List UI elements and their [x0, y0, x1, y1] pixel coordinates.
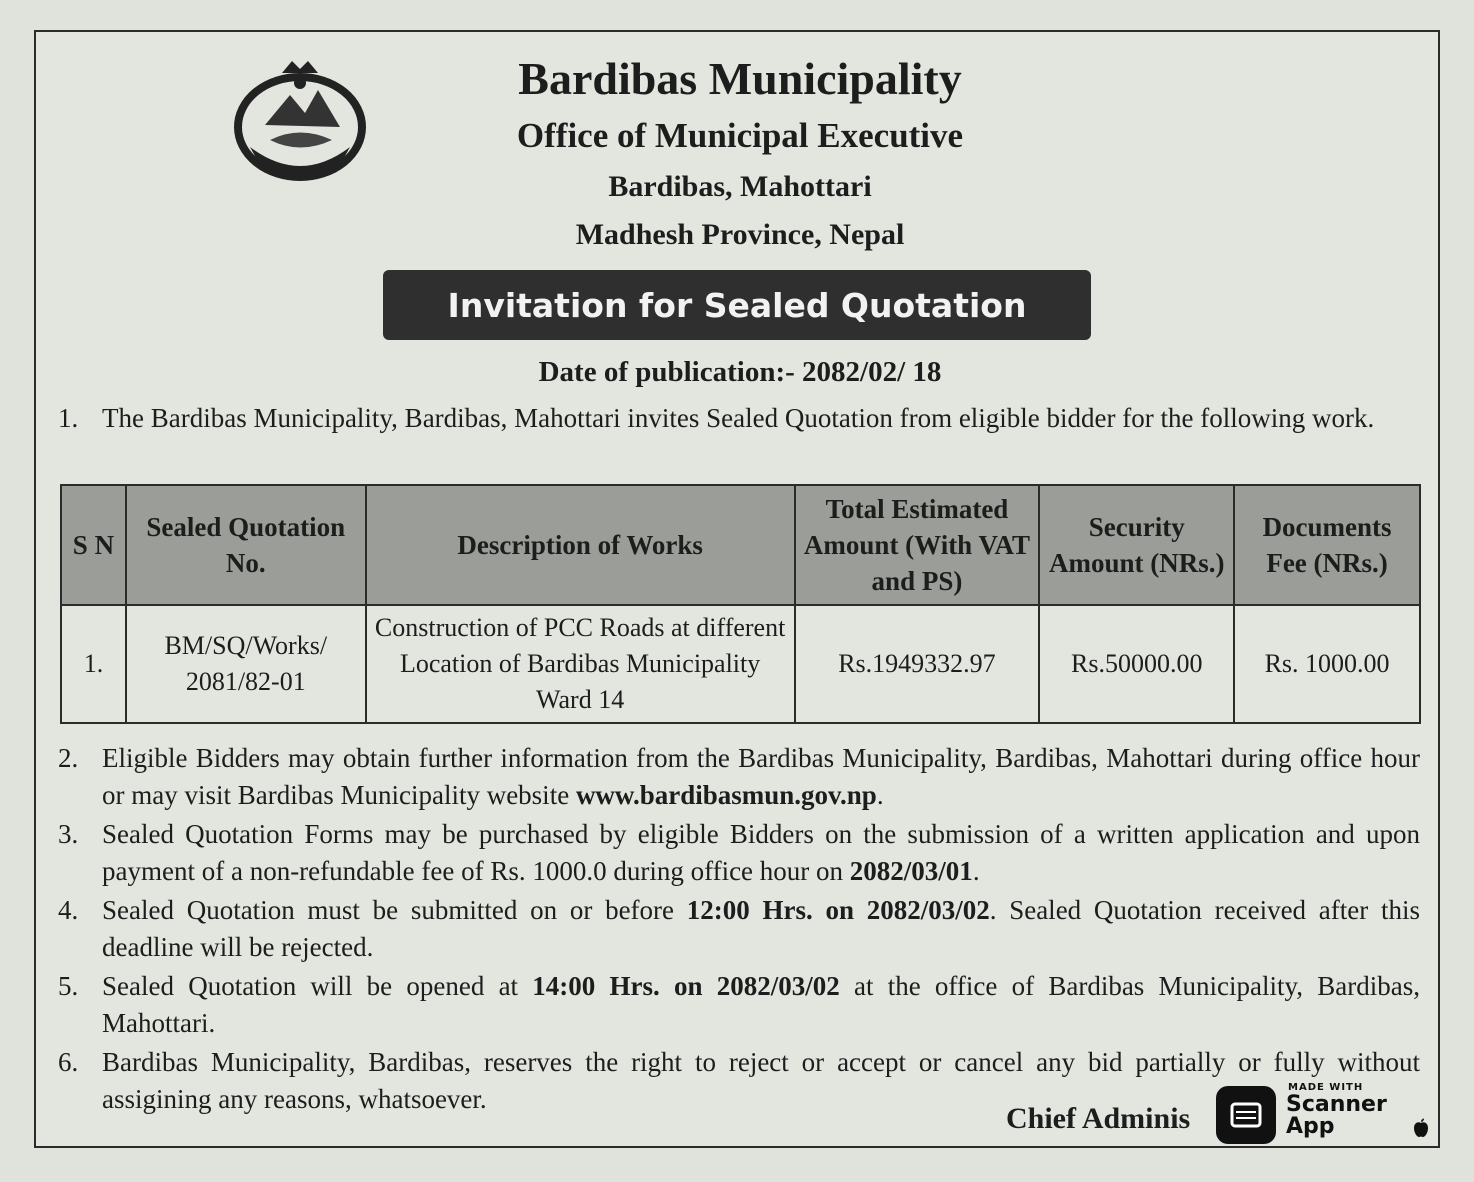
clause-number: 3.: [58, 819, 79, 849]
cell-estimated-amount: Rs.1949332.97: [795, 605, 1040, 723]
clause-text: .: [972, 856, 980, 886]
cell-security-amount: Rs.50000.00: [1039, 605, 1234, 723]
office-name: Office of Municipal Executive: [516, 116, 964, 155]
clause-bold: 12:00 Hrs. on 2082/03/02: [686, 895, 990, 925]
clause-number: 6.: [58, 1047, 79, 1077]
website-link[interactable]: www.bardibasmun.gov.np: [575, 780, 877, 810]
clause-bold: 2082/03/01: [849, 856, 973, 886]
clause-text: . Sealed Quotation received after this deadline will be rejected.: [102, 895, 1420, 962]
cell-documents-fee: Rs. 1000.00: [1234, 605, 1420, 723]
clause-text: The Bardibas Municipality, Bardibas, Mahottari invites Sealed Quotation from eligible bidder for the following work.: [102, 403, 1375, 433]
col-documents-fee: Documents Fee (NRs.): [1234, 485, 1420, 605]
clause-number: 4.: [58, 895, 79, 925]
clause-text: .: [876, 780, 884, 810]
scanner-app-name: Scanner App: [1286, 1092, 1387, 1139]
clause-3: [58, 816, 1420, 890]
clause-5: [58, 968, 1420, 1042]
scanner-app-watermark: [1216, 1082, 1430, 1146]
col-security-amount: Security Amount (NRs.): [1039, 485, 1234, 605]
nepal-emblem-icon: [220, 55, 380, 185]
clause-text: Sealed Quotation Forms may be purchased by eligible Bidders on the submission of a written application and upon payment of a non-refundable fee of Rs. 1000.0 during office hour on: [102, 819, 1420, 886]
office-province: Madhesh Province, Nepal: [575, 218, 905, 251]
col-sn: S N: [61, 485, 126, 605]
scanner-app-logo-icon: [1216, 1086, 1276, 1144]
notice-title-banner: [383, 270, 1091, 340]
signatory: Chief Adminis: [1006, 1102, 1191, 1135]
clause-text: Sealed Quotation will be opened at: [102, 971, 533, 1001]
cell-description: Construction of PCC Roads at different Location of Bardibas Municipality Ward 14: [366, 605, 795, 723]
made-with-label: MADE WITH: [1288, 1082, 1364, 1093]
municipality-name: Bardibas Municipality: [518, 53, 962, 104]
apple-icon: [1412, 1118, 1430, 1138]
clause-number: 2.: [58, 743, 79, 773]
clause-text: Eligible Bidders may obtain further information from the Bardibas Municipality, Bardibas, Mahottari during office hour or may visit Bardibas Municipality website: [102, 743, 1420, 810]
table-row: [61, 605, 1420, 723]
col-quotation-no: Sealed Quotation No.: [126, 485, 366, 605]
publication-date: Date of publication:- 2082/02/ 18: [538, 356, 942, 388]
clause-text: at the office of Bardibas Municipality, Bardibas, Mahottari.: [102, 971, 1420, 1038]
cell-sn: 1.: [61, 605, 126, 723]
clause-number: 5.: [58, 971, 79, 1001]
quotation-table: [60, 484, 1421, 724]
clause-number: 1.: [58, 403, 79, 433]
table-header-row: [61, 485, 1420, 605]
clause-4: [58, 892, 1420, 966]
clause-bold: 14:00 Hrs. on 2082/03/02: [532, 971, 840, 1001]
col-estimated-amount: Total Estimated Amount (With VAT and PS): [795, 485, 1040, 605]
clause-1: [58, 400, 1420, 437]
office-location: Bardibas, Mahottari: [608, 170, 872, 203]
clause-text: Sealed Quotation must be submitted on or before: [102, 895, 687, 925]
notice-title: Invitation for Sealed Quotation: [447, 285, 1027, 325]
cell-quotation-no: BM/SQ/Works/ 2081/82-01: [126, 605, 366, 723]
col-description: Description of Works: [366, 485, 795, 605]
clause-text: Bardibas Municipality, Bardibas, reserves the right to reject or accept or cancel any bid partially or fully without assigining any reasons, whatsoever.: [102, 1047, 1420, 1114]
clause-2: [58, 740, 1420, 814]
